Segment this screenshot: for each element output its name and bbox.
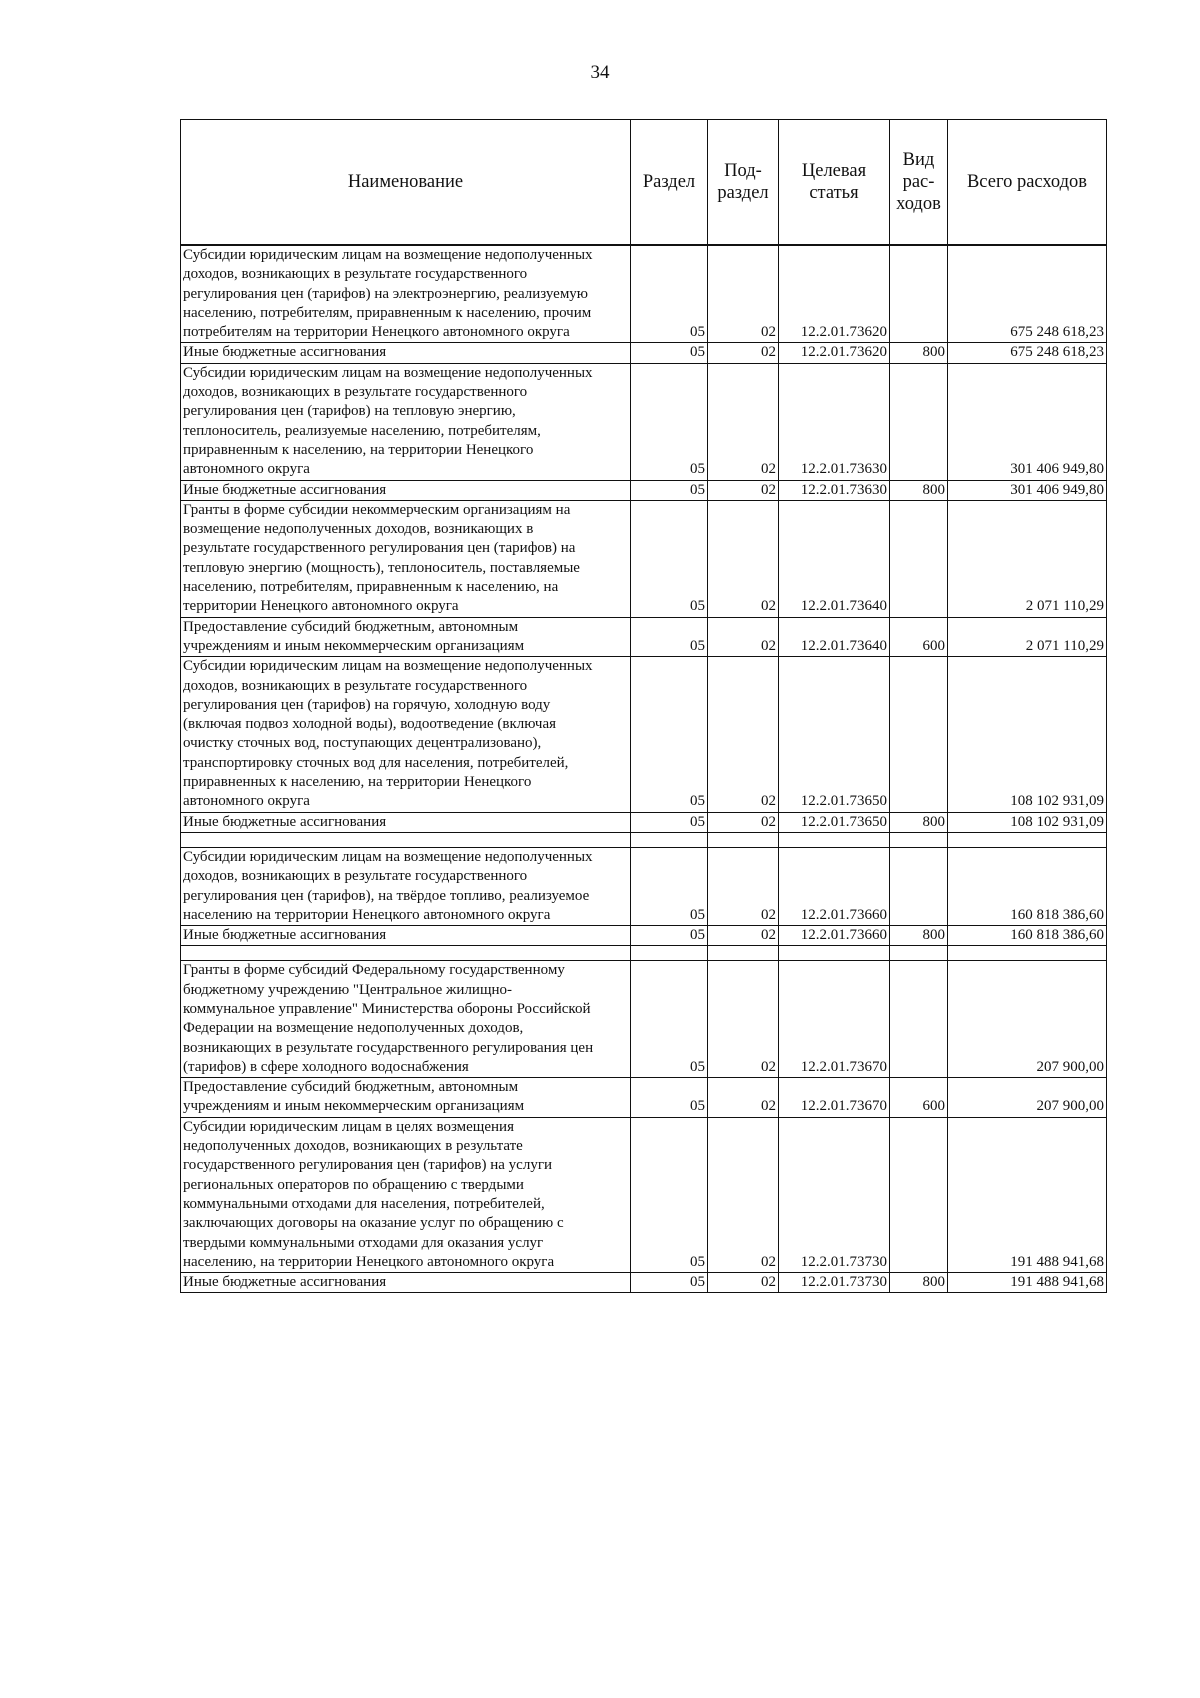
row-podrazdel-cell: 02 bbox=[708, 1117, 779, 1272]
row-razdel-cell: 05 bbox=[631, 847, 708, 925]
table-row bbox=[181, 343, 1107, 363]
table-row bbox=[181, 1078, 1107, 1118]
table-row bbox=[181, 245, 1107, 343]
row-razdel-cell: 05 bbox=[631, 1078, 708, 1118]
row-expense-kind-cell bbox=[890, 847, 948, 925]
row-name-cell: Субсидии юридическим лицам на возмещение недополученных доходов, возникающих в результате государственного регулирования цен (тарифов) на электроэнергию, реализуемую населению, потребителям, приравненным к населению, прочим потребителям на территории Ненецкого автономного округа bbox=[181, 245, 631, 343]
table-row bbox=[181, 847, 1107, 925]
row-expense-kind-cell: 800 bbox=[890, 926, 948, 946]
row-expense-kind-cell: 800 bbox=[890, 1273, 948, 1293]
row-expense-kind-cell bbox=[890, 657, 948, 812]
row-name-cell: Иные бюджетные ассигнования bbox=[181, 812, 631, 832]
row-expense-kind-cell: 800 bbox=[890, 812, 948, 832]
header-razdel: Раздел bbox=[631, 120, 708, 246]
spacer-cell bbox=[708, 946, 779, 961]
table-row bbox=[181, 926, 1107, 946]
row-name-cell: Предоставление субсидий бюджетным, автономным учреждениям и иным некоммерческим организациям bbox=[181, 617, 631, 657]
row-total-cell: 160 818 386,60 bbox=[948, 847, 1107, 925]
row-total-cell: 191 488 941,68 bbox=[948, 1273, 1107, 1293]
row-expense-kind-cell bbox=[890, 363, 948, 480]
row-podrazdel-cell: 02 bbox=[708, 343, 779, 363]
table-header-row bbox=[181, 120, 1107, 246]
spacer-cell bbox=[948, 946, 1107, 961]
row-razdel-cell: 05 bbox=[631, 812, 708, 832]
row-total-cell: 207 900,00 bbox=[948, 961, 1107, 1078]
table-spacer-row bbox=[181, 832, 1107, 847]
budget-table bbox=[180, 119, 1107, 1293]
row-total-cell: 2 071 110,29 bbox=[948, 617, 1107, 657]
table-row bbox=[181, 1117, 1107, 1272]
spacer-cell bbox=[708, 832, 779, 847]
row-target-article-cell: 12.2.01.73630 bbox=[779, 363, 890, 480]
row-name-cell: Гранты в форме субсидий Федеральному государственному бюджетному учреждению "Центральное жилищно- коммунальное управление" Министерства обороны Российской Федерации на возмещение недополученных доходов, возникающих в результате государственного регулирования цен (тарифов) в сфере холодного водоснабжения bbox=[181, 961, 631, 1078]
row-target-article-cell: 12.2.01.73640 bbox=[779, 617, 890, 657]
row-razdel-cell: 05 bbox=[631, 480, 708, 500]
header-total-expenses: Всего расходов bbox=[948, 120, 1107, 246]
row-expense-kind-cell bbox=[890, 961, 948, 1078]
row-name-cell: Иные бюджетные ассигнования bbox=[181, 926, 631, 946]
row-razdel-cell: 05 bbox=[631, 1117, 708, 1272]
row-target-article-cell: 12.2.01.73730 bbox=[779, 1117, 890, 1272]
header-target-article: Целевая статья bbox=[779, 120, 890, 246]
row-expense-kind-cell bbox=[890, 1117, 948, 1272]
spacer-cell bbox=[779, 832, 890, 847]
row-total-cell: 108 102 931,09 bbox=[948, 812, 1107, 832]
table-row bbox=[181, 363, 1107, 480]
row-podrazdel-cell: 02 bbox=[708, 363, 779, 480]
header-name: Наименование bbox=[181, 120, 631, 246]
spacer-cell bbox=[181, 946, 631, 961]
table-row bbox=[181, 961, 1107, 1078]
row-total-cell: 675 248 618,23 bbox=[948, 343, 1107, 363]
row-podrazdel-cell: 02 bbox=[708, 961, 779, 1078]
row-target-article-cell: 12.2.01.73660 bbox=[779, 926, 890, 946]
row-razdel-cell: 05 bbox=[631, 961, 708, 1078]
table-spacer-row bbox=[181, 946, 1107, 961]
table-row bbox=[181, 500, 1107, 617]
row-total-cell: 2 071 110,29 bbox=[948, 500, 1107, 617]
row-total-cell: 108 102 931,09 bbox=[948, 657, 1107, 812]
row-target-article-cell: 12.2.01.73670 bbox=[779, 1078, 890, 1118]
row-razdel-cell: 05 bbox=[631, 926, 708, 946]
spacer-cell bbox=[948, 832, 1107, 847]
row-target-article-cell: 12.2.01.73630 bbox=[779, 480, 890, 500]
row-expense-kind-cell: 600 bbox=[890, 617, 948, 657]
row-target-article-cell: 12.2.01.73640 bbox=[779, 500, 890, 617]
row-podrazdel-cell: 02 bbox=[708, 657, 779, 812]
spacer-cell bbox=[181, 832, 631, 847]
row-name-cell: Гранты в форме субсидии некоммерческим организациям на возмещение недополученных доходов, возникающих в результате государственного регулирования цен (тарифов) на тепловую энергию (мощность), теплоноситель, поставляемые населению, потребителям, приравненным к населению, на территории Ненецкого автономного округа bbox=[181, 500, 631, 617]
row-expense-kind-cell: 600 bbox=[890, 1078, 948, 1118]
row-target-article-cell: 12.2.01.73670 bbox=[779, 961, 890, 1078]
table-row bbox=[181, 617, 1107, 657]
row-name-cell: Иные бюджетные ассигнования bbox=[181, 343, 631, 363]
row-total-cell: 191 488 941,68 bbox=[948, 1117, 1107, 1272]
row-target-article-cell: 12.2.01.73620 bbox=[779, 343, 890, 363]
header-expense-kind: Вид рас- ходов bbox=[890, 120, 948, 246]
row-podrazdel-cell: 02 bbox=[708, 500, 779, 617]
row-razdel-cell: 05 bbox=[631, 363, 708, 480]
row-target-article-cell: 12.2.01.73650 bbox=[779, 812, 890, 832]
row-name-cell: Субсидии юридическим лицам в целях возмещения недополученных доходов, возникающих в результате государственного регулирования цен (тарифов) на услуги региональных операторов по обращению с твердыми коммунальными отходами для населения, потребителей, заключающих договоры на оказание услуг по обращению с твердыми коммунальными отходами для оказания услуг населению, на территории Ненецкого автономного округа bbox=[181, 1117, 631, 1272]
row-razdel-cell: 05 bbox=[631, 245, 708, 343]
row-podrazdel-cell: 02 bbox=[708, 617, 779, 657]
page-number: 34 bbox=[590, 62, 610, 83]
row-expense-kind-cell: 800 bbox=[890, 480, 948, 500]
row-podrazdel-cell: 02 bbox=[708, 1078, 779, 1118]
row-podrazdel-cell: 02 bbox=[708, 245, 779, 343]
row-name-cell: Предоставление субсидий бюджетным, автономным учреждениям и иным некоммерческим организациям bbox=[181, 1078, 631, 1118]
row-podrazdel-cell: 02 bbox=[708, 812, 779, 832]
table-body bbox=[181, 245, 1107, 1293]
table-row bbox=[181, 480, 1107, 500]
header-podrazdel: Под- раздел bbox=[708, 120, 779, 246]
table-row bbox=[181, 1273, 1107, 1293]
table-row bbox=[181, 812, 1107, 832]
row-name-cell: Субсидии юридическим лицам на возмещение недополученных доходов, возникающих в результате государственного регулирования цен (тарифов) на горячую, холодную воду (включая подвоз холодной воды), водоотведение (включая очистку сточных вод, поступающих децентрализовано), транспортировку сточных вод для населения, потребителей, приравненных к населению, на территории Ненецкого автономного округа bbox=[181, 657, 631, 812]
row-podrazdel-cell: 02 bbox=[708, 480, 779, 500]
row-name-cell: Субсидии юридическим лицам на возмещение недополученных доходов, возникающих в результате государственного регулирования цен (тарифов) на тепловую энергию, теплоноситель, реализуемые населению, потребителям, приравненным к населению, на территории Ненецкого автономного округа bbox=[181, 363, 631, 480]
row-total-cell: 675 248 618,23 bbox=[948, 245, 1107, 343]
row-expense-kind-cell bbox=[890, 245, 948, 343]
row-razdel-cell: 05 bbox=[631, 500, 708, 617]
row-target-article-cell: 12.2.01.73730 bbox=[779, 1273, 890, 1293]
row-total-cell: 207 900,00 bbox=[948, 1078, 1107, 1118]
row-total-cell: 301 406 949,80 bbox=[948, 480, 1107, 500]
row-razdel-cell: 05 bbox=[631, 617, 708, 657]
row-podrazdel-cell: 02 bbox=[708, 926, 779, 946]
row-target-article-cell: 12.2.01.73620 bbox=[779, 245, 890, 343]
table-row bbox=[181, 657, 1107, 812]
row-target-article-cell: 12.2.01.73650 bbox=[779, 657, 890, 812]
row-podrazdel-cell: 02 bbox=[708, 1273, 779, 1293]
spacer-cell bbox=[631, 946, 708, 961]
row-target-article-cell: 12.2.01.73660 bbox=[779, 847, 890, 925]
row-total-cell: 301 406 949,80 bbox=[948, 363, 1107, 480]
row-expense-kind-cell bbox=[890, 500, 948, 617]
row-expense-kind-cell: 800 bbox=[890, 343, 948, 363]
spacer-cell bbox=[890, 832, 948, 847]
spacer-cell bbox=[779, 946, 890, 961]
spacer-cell bbox=[631, 832, 708, 847]
spacer-cell bbox=[890, 946, 948, 961]
row-name-cell: Иные бюджетные ассигнования bbox=[181, 1273, 631, 1293]
row-total-cell: 160 818 386,60 bbox=[948, 926, 1107, 946]
row-name-cell: Иные бюджетные ассигнования bbox=[181, 480, 631, 500]
row-razdel-cell: 05 bbox=[631, 1273, 708, 1293]
row-name-cell: Субсидии юридическим лицам на возмещение недополученных доходов, возникающих в результате государственного регулирования цен (тарифов), на твёрдое топливо, реализуемое населению на территории Ненецкого автономного округа bbox=[181, 847, 631, 925]
row-razdel-cell: 05 bbox=[631, 657, 708, 812]
row-podrazdel-cell: 02 bbox=[708, 847, 779, 925]
row-razdel-cell: 05 bbox=[631, 343, 708, 363]
